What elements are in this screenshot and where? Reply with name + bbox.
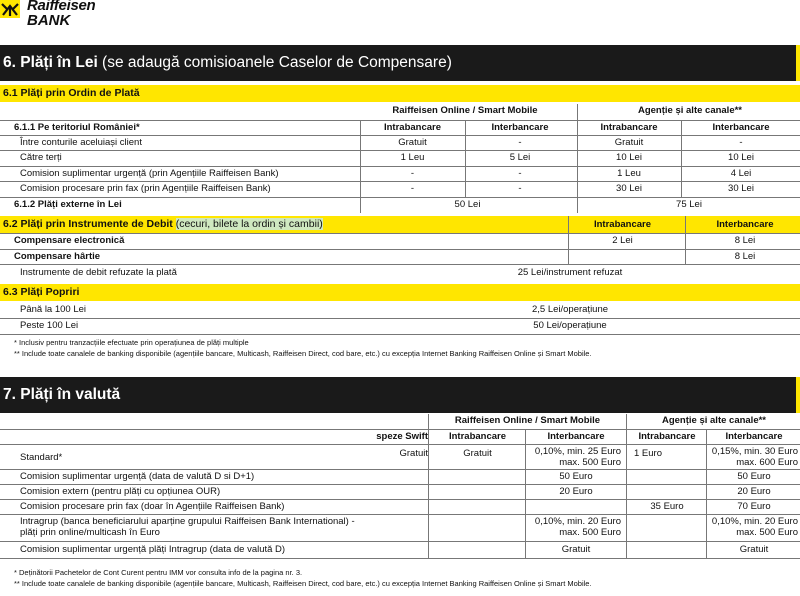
logo-text-raiffeisen: Raiffeisen bbox=[27, 0, 96, 14]
cell: 30 Lei bbox=[728, 183, 754, 194]
cell: 5 Lei bbox=[509, 152, 531, 163]
cell: 8 Lei bbox=[734, 251, 756, 262]
row-label: Către terți bbox=[20, 152, 62, 163]
divider bbox=[577, 104, 578, 213]
cell: Gratuit bbox=[398, 137, 427, 148]
cell: - bbox=[518, 137, 522, 148]
cell: 0,10%, min. 25 Euro max. 500 Euro bbox=[534, 446, 621, 468]
row-6-1-1-label: 6.1.1 Pe teritoriul României* bbox=[14, 122, 140, 133]
divider bbox=[0, 181, 800, 182]
divider bbox=[0, 469, 800, 470]
cell: 1 Leu bbox=[400, 152, 425, 163]
section-6-3-heading: 6.3 Plăți Popriri bbox=[0, 284, 800, 301]
footnote: * Deținătorii Pachetelor de Cont Curent pentru IMM vor consulta info de la pagina nr. 3. bbox=[14, 568, 303, 577]
row-label: Compensare electronică bbox=[14, 235, 125, 246]
cell: 50 Lei bbox=[454, 199, 481, 210]
cell: 25 Lei/instrument refuzat bbox=[517, 267, 623, 278]
footnote: ** Include toate canalele de banking disponibile (agențiile bancare, Multicash, Raiffeisen Direct, cod bare, etc.) cu excepția Internet Banking Raiffeisen Online și Smart Mobile. bbox=[14, 349, 592, 358]
section-6-title: 6. Plăți în Lei bbox=[3, 54, 98, 71]
row-label: Comision suplimentar urgență plăți Intragrup (data de valută D) bbox=[20, 544, 286, 555]
section-7-header bbox=[0, 377, 800, 413]
col-header-inter: Interbancare bbox=[716, 219, 774, 230]
col-header-inter-2: Interbancare bbox=[725, 431, 783, 442]
cell: 1 Leu bbox=[617, 168, 641, 179]
cell: Gratuit bbox=[739, 544, 769, 555]
divider bbox=[0, 166, 800, 167]
divider bbox=[0, 558, 800, 559]
divider bbox=[0, 264, 800, 265]
header-accent bbox=[796, 377, 800, 413]
divider bbox=[360, 120, 361, 213]
cell: 50 Lei/operațiune bbox=[533, 320, 607, 331]
divider bbox=[0, 444, 800, 445]
cell: 20 Euro bbox=[559, 486, 593, 497]
divider bbox=[0, 120, 800, 121]
cell: 70 Euro bbox=[737, 501, 771, 512]
col-header-intra: Intrabancare bbox=[593, 219, 652, 230]
row-6-1-2-label: 6.1.2 Plăți externe în Lei bbox=[14, 199, 122, 210]
row-label: Comision procesare prin fax (prin Agențiile Raiffeisen Bank) bbox=[20, 183, 271, 194]
cell: 1 Euro bbox=[634, 448, 662, 459]
divider bbox=[0, 135, 800, 136]
col-header-intra-2: Intrabancare bbox=[638, 431, 696, 442]
cell: Gratuit bbox=[399, 448, 428, 459]
group-header-online: Raiffeisen Online / Smart Mobile bbox=[392, 105, 538, 116]
divider bbox=[0, 514, 800, 515]
cell: 4 Lei bbox=[730, 168, 752, 179]
cell: - bbox=[518, 183, 522, 194]
bank-logo bbox=[0, 0, 200, 40]
divider bbox=[685, 216, 686, 264]
cell: - bbox=[410, 183, 415, 194]
col-header-intra: Intrabancare bbox=[448, 431, 507, 442]
cell: 10 Lei bbox=[728, 152, 754, 163]
row-label: Comision suplimentar urgență (data de valută D si D+1) bbox=[20, 471, 255, 482]
divider bbox=[568, 216, 569, 264]
cell: - bbox=[518, 168, 522, 179]
divider bbox=[0, 150, 800, 151]
cell: Gratuit bbox=[614, 137, 644, 148]
cell: - bbox=[739, 137, 743, 148]
divider bbox=[0, 197, 800, 198]
cell: 0,10%, min. 20 Euro max. 500 Euro bbox=[711, 516, 798, 538]
col-header-swift: speze Swift bbox=[376, 431, 428, 442]
cell: 20 Euro bbox=[737, 486, 771, 497]
divider bbox=[0, 499, 800, 500]
section-6-header bbox=[0, 45, 800, 81]
divider bbox=[0, 249, 800, 250]
cell: 2,5 Lei/operațiune bbox=[531, 304, 609, 315]
footnote: ** Include toate canalele de banking disponibile (agențiile bancare, Multicash, Raiffeisen Direct, cod bare, etc.) cu excepția Internet Banking Raiffeisen Online și Smart Mobile. bbox=[14, 579, 592, 588]
cell: Gratuit bbox=[561, 544, 591, 555]
header-accent bbox=[796, 45, 800, 81]
col-header-intra: Intrabancare bbox=[383, 122, 442, 133]
row-label: Compensare hârtie bbox=[14, 251, 101, 262]
row-label: Comision extern (pentru plăți cu opțiunea OUR) bbox=[20, 486, 221, 497]
col-header-intra-2: Intrabancare bbox=[600, 122, 658, 133]
row-label: Standard* bbox=[20, 452, 63, 463]
raiffeisen-gable-cross-icon bbox=[0, 0, 20, 18]
row-label: Instrumente de debit refuzate la plată bbox=[20, 267, 177, 278]
divider bbox=[0, 484, 800, 485]
divider bbox=[525, 429, 526, 558]
divider bbox=[465, 120, 466, 197]
row-label: Comision procesare prin fax (doar în Agențiile Raiffeisen Bank) bbox=[20, 501, 285, 512]
row-label: Comision suplimentar urgență (prin Agențiile Raiffeisen Bank) bbox=[20, 168, 279, 179]
divider bbox=[0, 233, 800, 234]
section-6-2-heading bbox=[0, 216, 800, 233]
cell: 75 Lei bbox=[676, 199, 702, 210]
logo-text-bank: BANK bbox=[27, 12, 71, 29]
cell: 0,15%, min. 30 Euro max. 600 Euro bbox=[711, 446, 798, 468]
row-label: Până la 100 Lei bbox=[20, 304, 87, 315]
cell: Gratuit bbox=[463, 448, 492, 459]
divider bbox=[706, 429, 707, 558]
row-label: Între conturile aceluiași client bbox=[20, 137, 142, 148]
cell: 8 Lei bbox=[734, 235, 756, 246]
group-header-online: Raiffeisen Online / Smart Mobile bbox=[454, 415, 601, 426]
divider bbox=[0, 429, 800, 430]
cell: 10 Lei bbox=[616, 152, 642, 163]
section-6-2-highlight: (cecuri, bilete la ordin și cambii) bbox=[175, 218, 323, 230]
group-header-agentii: Agenție și alte canale** bbox=[637, 105, 743, 116]
col-header-inter: Interbancare bbox=[547, 431, 605, 442]
cell: 50 Euro bbox=[559, 471, 593, 482]
group-header-agentii: Agenție și alte canale** bbox=[661, 415, 767, 426]
cell: 50 Euro bbox=[737, 471, 771, 482]
divider bbox=[681, 120, 682, 197]
cell: 0,10%, min. 20 Euro max. 500 Euro bbox=[534, 516, 621, 538]
divider bbox=[0, 318, 800, 319]
cell: 35 Euro bbox=[650, 501, 684, 512]
col-header-inter: Interbancare bbox=[491, 122, 549, 133]
divider bbox=[428, 414, 429, 558]
footnote: * Inclusiv pentru tranzacțiile efectuate prin operațiunea de plăți multiple bbox=[14, 338, 249, 347]
cell: 30 Lei bbox=[616, 183, 642, 194]
col-header-inter-2: Interbancare bbox=[712, 122, 770, 133]
section-6-1-heading: 6.1 Plăți prin Ordin de Plată bbox=[0, 85, 800, 102]
section-6-subtitle: (se adaugă comisioanele Caselor de Compensare) bbox=[97, 54, 452, 71]
cell: - bbox=[410, 168, 415, 179]
divider bbox=[0, 541, 800, 542]
row-label: Intragrup (banca beneficiarului aparține grupului Raiffeisen Bank International) - plăți prin online/multicash în Euro bbox=[20, 516, 355, 538]
divider bbox=[0, 334, 800, 335]
section-7-title: 7. Plăți în valută bbox=[3, 386, 121, 403]
cell: 2 Lei bbox=[612, 235, 633, 246]
section-6-2-title: 6.2 Plăți prin Instrumente de Debit bbox=[3, 218, 173, 230]
divider bbox=[626, 414, 627, 558]
row-label: Peste 100 Lei bbox=[20, 320, 79, 331]
